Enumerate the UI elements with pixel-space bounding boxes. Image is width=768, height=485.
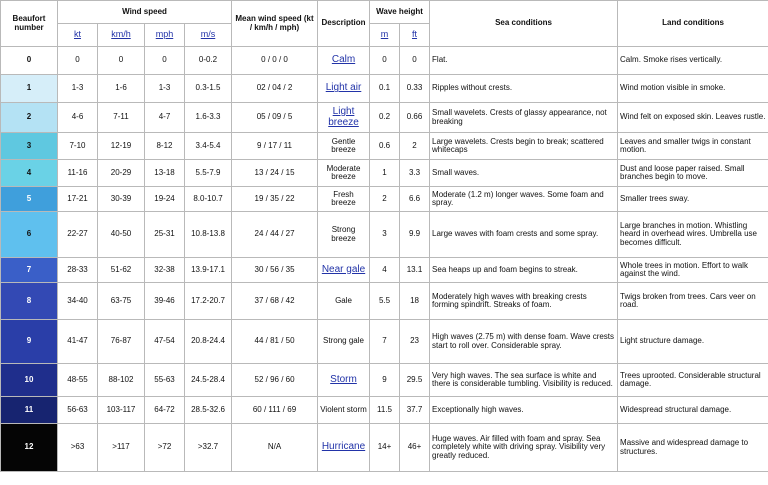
wave-m-cell: 4	[370, 258, 400, 283]
wind-kt-cell: 11-16	[58, 160, 98, 187]
unit-ms-link[interactable]: m/s	[200, 29, 216, 40]
sea-conditions-cell: High waves (2.75 m) with dense foam. Wave crests start to roll over. Considerable spray.	[430, 320, 618, 364]
land-conditions-cell: Leaves and smaller twigs in constant motion.	[618, 133, 768, 160]
wave-m-cell: 3	[370, 212, 400, 258]
wind-mph-cell: 39-46	[145, 283, 185, 320]
sea-conditions-cell: Large wavelets. Crests begin to break; scattered whitecaps	[430, 133, 618, 160]
mean-wind-cell: 60 / 111 / 69	[232, 397, 318, 424]
land-conditions-cell: Wind motion visible in smoke.	[618, 75, 768, 103]
land-conditions-cell: Whole trees in motion. Effort to walk against the wind.	[618, 258, 768, 283]
wave-m-cell: 5.5	[370, 283, 400, 320]
description-cell: Fresh breeze	[318, 187, 370, 212]
wind-kmh-cell: 51-62	[98, 258, 145, 283]
unit-ft-header[interactable]	[400, 24, 430, 47]
wind-kmh-cell: 7-11	[98, 103, 145, 133]
wind-ms-cell: 28.5-32.6	[185, 397, 232, 424]
sea-conditions-cell: Flat.	[430, 47, 618, 75]
wind-ms-cell: 0-0.2	[185, 47, 232, 75]
mean-wind-cell: 0 / 0 / 0	[232, 47, 318, 75]
description-link[interactable]: Calm	[331, 54, 356, 66]
table-row	[1, 320, 768, 364]
land-conditions-header: Land conditions	[618, 1, 768, 47]
land-conditions-cell: Dust and loose paper raised. Small branches begin to move.	[618, 160, 768, 187]
description-cell: Strong gale	[318, 320, 370, 364]
wind-mph-cell: 64-72	[145, 397, 185, 424]
wind-kmh-cell: 20-29	[98, 160, 145, 187]
table-row	[1, 160, 768, 187]
wave-ft-cell: 23	[400, 320, 430, 364]
land-conditions-cell: Trees uprooted. Considerable structural damage.	[618, 364, 768, 397]
wind-mph-cell: 13-18	[145, 160, 185, 187]
sea-conditions-cell: Moderate (1.2 m) longer waves. Some foam and spray.	[430, 187, 618, 212]
wind-kt-cell: 56-63	[58, 397, 98, 424]
wave-height-header: Wave height	[370, 1, 430, 24]
wave-m-cell: 1	[370, 160, 400, 187]
table-row	[1, 103, 768, 133]
land-conditions-cell: Smaller trees sway.	[618, 187, 768, 212]
description-cell: Gentle breeze	[318, 133, 370, 160]
wind-kmh-cell: 40-50	[98, 212, 145, 258]
sea-conditions-cell: Very high waves. The sea surface is white and there is considerable tumbling. Visibility is reduced.	[430, 364, 618, 397]
wind-kt-cell: 22-27	[58, 212, 98, 258]
mean-wind-cell: 02 / 04 / 2	[232, 75, 318, 103]
unit-mph-header[interactable]	[145, 24, 185, 47]
wind-mph-cell: 47-54	[145, 320, 185, 364]
wind-mph-cell: 32-38	[145, 258, 185, 283]
wind-kt-cell: 17-21	[58, 187, 98, 212]
wind-kt-cell: 4-6	[58, 103, 98, 133]
wave-m-cell: 2	[370, 187, 400, 212]
wind-ms-cell: 13.9-17.1	[185, 258, 232, 283]
wind-ms-cell: 20.8-24.4	[185, 320, 232, 364]
mean-wind-cell: 37 / 68 / 42	[232, 283, 318, 320]
wave-ft-cell: 13.1	[400, 258, 430, 283]
wind-ms-cell: 17.2-20.7	[185, 283, 232, 320]
table-row	[1, 424, 768, 472]
wave-m-cell: 0.6	[370, 133, 400, 160]
wave-ft-cell: 46+	[400, 424, 430, 472]
wind-kt-cell: 28-33	[58, 258, 98, 283]
sea-conditions-header: Sea conditions	[430, 1, 618, 47]
wind-ms-cell: >32.7	[185, 424, 232, 472]
description-cell[interactable]	[318, 424, 370, 472]
table-row	[1, 212, 768, 258]
sea-conditions-cell: Large waves with foam crests and some spray.	[430, 212, 618, 258]
wave-ft-cell: 3.3	[400, 160, 430, 187]
unit-mph-link[interactable]: mph	[155, 29, 174, 40]
wave-ft-cell: 0.33	[400, 75, 430, 103]
beaufort-number-cell: 4	[1, 160, 58, 187]
beaufort-number-cell: 11	[1, 397, 58, 424]
wind-kmh-cell: 88-102	[98, 364, 145, 397]
land-conditions-cell: Massive and widespread damage to structures.	[618, 424, 768, 472]
beaufort-number-header: Beaufort number	[1, 1, 58, 47]
description-cell[interactable]	[318, 47, 370, 75]
wind-ms-cell: 10.8-13.8	[185, 212, 232, 258]
description-link[interactable]: Storm	[330, 373, 357, 385]
wind-mph-cell: >72	[145, 424, 185, 472]
mean-wind-cell: 44 / 81 / 50	[232, 320, 318, 364]
beaufort-number-cell: 10	[1, 364, 58, 397]
beaufort-number-cell: 2	[1, 103, 58, 133]
wind-kmh-cell: >117	[98, 424, 145, 472]
sea-conditions-cell: Exceptionally high waves.	[430, 397, 618, 424]
wave-ft-cell: 29.5	[400, 364, 430, 397]
wind-kt-cell: 1-3	[58, 75, 98, 103]
wind-speed-header: Wind speed	[58, 1, 232, 24]
wind-mph-cell: 4-7	[145, 103, 185, 133]
wave-m-cell: 0.2	[370, 103, 400, 133]
wave-m-cell: 9	[370, 364, 400, 397]
wind-kmh-cell: 30-39	[98, 187, 145, 212]
description-header: Description	[318, 1, 370, 47]
wind-mph-cell: 19-24	[145, 187, 185, 212]
wave-ft-cell: 9.9	[400, 212, 430, 258]
unit-kt-header[interactable]	[58, 24, 98, 47]
wave-ft-cell: 0.66	[400, 103, 430, 133]
land-conditions-cell: Widespread structural damage.	[618, 397, 768, 424]
wind-mph-cell: 1-3	[145, 75, 185, 103]
wind-ms-cell: 3.4-5.4	[185, 133, 232, 160]
description-link[interactable]: Near gale	[321, 263, 366, 275]
wind-ms-cell: 8.0-10.7	[185, 187, 232, 212]
mean-wind-cell: 30 / 56 / 35	[232, 258, 318, 283]
wind-kt-cell: 48-55	[58, 364, 98, 397]
unit-ms-header[interactable]	[185, 24, 232, 47]
wind-kmh-cell: 1-6	[98, 75, 145, 103]
description-link[interactable]: Light breeze	[328, 106, 359, 128]
beaufort-number-cell: 1	[1, 75, 58, 103]
wind-kmh-cell: 0	[98, 47, 145, 75]
wind-ms-cell: 5.5-7.9	[185, 160, 232, 187]
description-cell[interactable]	[318, 75, 370, 103]
mean-wind-cell: N/A	[232, 424, 318, 472]
land-conditions-cell: Light structure damage.	[618, 320, 768, 364]
description-link[interactable]: Hurricane	[321, 441, 366, 453]
sea-conditions-cell: Ripples without crests.	[430, 75, 618, 103]
wind-mph-cell: 0	[145, 47, 185, 75]
sea-conditions-cell: Small wavelets. Crests of glassy appearance, not breaking	[430, 103, 618, 133]
wind-mph-cell: 55-63	[145, 364, 185, 397]
description-cell[interactable]	[318, 364, 370, 397]
beaufort-number-cell: 7	[1, 258, 58, 283]
wave-ft-cell: 0	[400, 47, 430, 75]
beaufort-number-cell: 9	[1, 320, 58, 364]
unit-ft-link[interactable]: ft	[412, 29, 418, 40]
description-cell: Moderate breeze	[318, 160, 370, 187]
wave-ft-cell: 6.6	[400, 187, 430, 212]
sea-conditions-cell: Huge waves. Air filled with foam and spray. Sea completely white with driving spray. Visibility very greatly reduced.	[430, 424, 618, 472]
wind-kt-cell: 41-47	[58, 320, 98, 364]
wind-kmh-cell: 12-19	[98, 133, 145, 160]
wave-ft-cell: 2	[400, 133, 430, 160]
wind-kt-cell: 34-40	[58, 283, 98, 320]
wind-ms-cell: 0.3-1.5	[185, 75, 232, 103]
table-row	[1, 397, 768, 424]
unit-m-header[interactable]	[370, 24, 400, 47]
mean-wind-cell: 24 / 44 / 27	[232, 212, 318, 258]
wind-kt-cell: >63	[58, 424, 98, 472]
unit-m-link[interactable]: m	[380, 29, 389, 40]
table-row	[1, 133, 768, 160]
description-link[interactable]: Light air	[325, 82, 362, 94]
unit-kmh-header[interactable]	[98, 24, 145, 47]
wind-kmh-cell: 76-87	[98, 320, 145, 364]
wave-m-cell: 7	[370, 320, 400, 364]
beaufort-number-cell: 5	[1, 187, 58, 212]
mean-wind-cell: 52 / 96 / 60	[232, 364, 318, 397]
wind-mph-cell: 25-31	[145, 212, 185, 258]
sea-conditions-cell: Moderately high waves with breaking crests forming spindrift. Streaks of foam.	[430, 283, 618, 320]
wave-m-cell: 0.1	[370, 75, 400, 103]
mean-wind-speed-header: Mean wind speed (kt / km/h / mph)	[232, 1, 318, 47]
table-row	[1, 283, 768, 320]
beaufort-number-cell: 8	[1, 283, 58, 320]
wind-kmh-cell: 63-75	[98, 283, 145, 320]
beaufort-number-cell: 6	[1, 212, 58, 258]
land-conditions-cell: Calm. Smoke rises vertically.	[618, 47, 768, 75]
wind-kt-cell: 0	[58, 47, 98, 75]
land-conditions-cell: Large branches in motion. Whistling heard in overhead wires. Umbrella use becomes difficult.	[618, 212, 768, 258]
wave-m-cell: 0	[370, 47, 400, 75]
land-conditions-cell: Wind felt on exposed skin. Leaves rustle.	[618, 103, 768, 133]
unit-kt-link[interactable]: kt	[73, 29, 81, 40]
sea-conditions-cell: Sea heaps up and foam begins to streak.	[430, 258, 618, 283]
wind-ms-cell: 1.6-3.3	[185, 103, 232, 133]
wave-m-cell: 14+	[370, 424, 400, 472]
beaufort-number-cell: 3	[1, 133, 58, 160]
mean-wind-cell: 13 / 24 / 15	[232, 160, 318, 187]
table-row	[1, 75, 768, 103]
table-row	[1, 187, 768, 212]
description-cell: Violent storm	[318, 397, 370, 424]
beaufort-table-body	[1, 47, 768, 472]
wave-ft-cell: 37.7	[400, 397, 430, 424]
wind-mph-cell: 8-12	[145, 133, 185, 160]
wind-ms-cell: 24.5-28.4	[185, 364, 232, 397]
wave-m-cell: 11.5	[370, 397, 400, 424]
table-row	[1, 258, 768, 283]
wave-ft-cell: 18	[400, 283, 430, 320]
description-cell[interactable]	[318, 258, 370, 283]
mean-wind-cell: 9 / 17 / 11	[232, 133, 318, 160]
land-conditions-cell: Twigs broken from trees. Cars veer on road.	[618, 283, 768, 320]
mean-wind-cell: 05 / 09 / 5	[232, 103, 318, 133]
mean-wind-cell: 19 / 35 / 22	[232, 187, 318, 212]
wind-kmh-cell: 103-117	[98, 397, 145, 424]
unit-kmh-link[interactable]: km/h	[111, 29, 131, 40]
description-cell[interactable]	[318, 103, 370, 133]
description-cell: Gale	[318, 283, 370, 320]
description-cell: Strong breeze	[318, 212, 370, 258]
sea-conditions-cell: Small waves.	[430, 160, 618, 187]
table-row	[1, 47, 768, 75]
beaufort-number-cell: 0	[1, 47, 58, 75]
table-row	[1, 364, 768, 397]
beaufort-number-cell: 12	[1, 424, 58, 472]
wind-kt-cell: 7-10	[58, 133, 98, 160]
